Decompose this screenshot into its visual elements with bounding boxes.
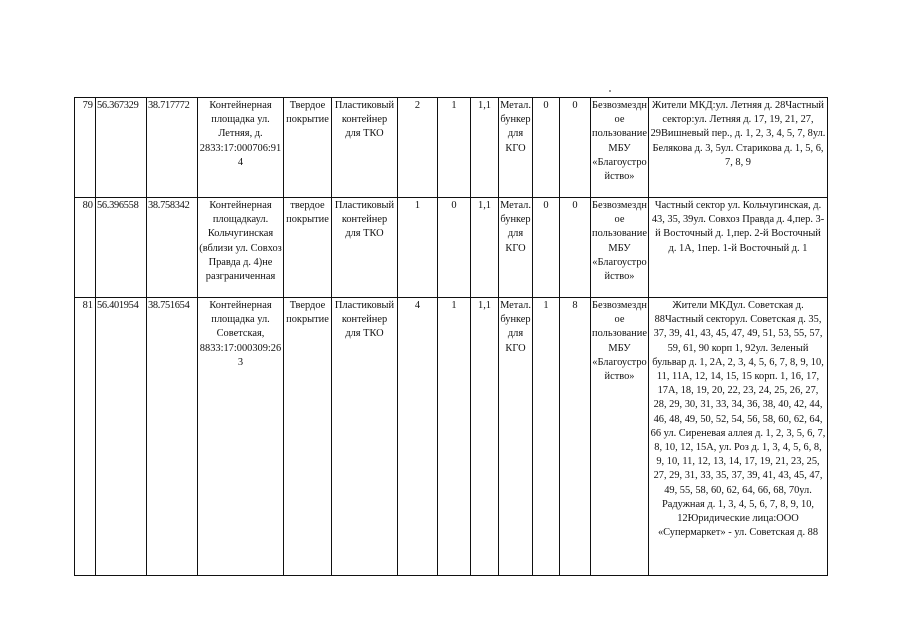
- served-residents-cell: Жители МКДул. Советская д. 88Частный секторул. Советская д. 35, 37, 39, 41, 43, 45, 47, 49, 51, 53, 55, 57, 59, 61, 90 корп 1, 92ул. Зеленый бульвар д. 1, 2А, 2, 3, 4, 5, 6, 7, 8, 9, 10, 11, 11А, 12, 14, 15, 15 корп. 1, 16, 17, 17А, 18, 19, 20, 22, 23, 24, 25, 26, 27, 28, 29, 30, 31, 33, 34, 36, 38, 40, 42, 44, 46, 48, 49, 50, 52, 54, 56, 58, 60, 62, 64, 66 ул. Сиреневая аллея д. 1, 2, 3, 5, 6, 7, 8, 10, 12, 15А, ул. Роз д. 1, 3, 4, 5, 6, 8, 9, 10, 11, 12, 13, 14, 17, 19, 21, 23, 25, 27, 29, 31, 33, 35, 37, 39, 41, 43, 45, 47, 49, 55, 58, 60, 62, 64, 66, 68, 70ул. Радужная д. 1, 3, 4, 5, 6, 7, 8, 9, 10, 12Юридические лица:ООО «Супермаркет» - ул. Советская д. 88: [649, 298, 828, 576]
- bunker-count-cell: 0: [533, 98, 560, 198]
- ownership-basis-cell: Безвозмездное пользование МБУ «Благоустройство»: [591, 198, 649, 298]
- latitude-cell: 56.401954: [96, 298, 147, 576]
- served-residents-cell: Частный сектор ул. Кольчугинская, д. 43, 35, 39ул. Совхоз Правда д. 4,пер. 3-й Восточный д. 1,пер. 2-й Восточный д. 1А, 1пер. 1-й Восточный д. 1: [649, 198, 828, 298]
- volume-cell: 1,1: [471, 198, 499, 298]
- surface-cell: твердое покрытие: [284, 198, 332, 298]
- container-type-cell: Пластиковый контейнер для ТКО: [332, 98, 398, 198]
- volume-cell: 1,1: [471, 98, 499, 198]
- longitude-cell: 38.751654: [147, 298, 198, 576]
- bunker-count-cell: 1: [533, 298, 560, 576]
- volume-cell: 1,1: [471, 298, 499, 576]
- site-description-cell: Контейнерная площадкаул. Кольчугинская (вблизи ул. Совхоз Правда д. 4)не разграниченная: [198, 198, 284, 298]
- longitude-cell: 38.758342: [147, 198, 198, 298]
- bunker-volume-cell: 0: [560, 198, 591, 298]
- table-row: [75, 298, 828, 576]
- planned-count-cell: 1: [438, 298, 471, 576]
- container-count-cell: 4: [398, 298, 438, 576]
- table-row: [75, 198, 828, 298]
- surface-cell: Твердое покрытие: [284, 98, 332, 198]
- container-type-cell: Пластиковый контейнер для ТКО: [332, 198, 398, 298]
- longitude-cell: 38.717772: [147, 98, 198, 198]
- row-number: 80: [75, 198, 96, 298]
- latitude-cell: 56.396558: [96, 198, 147, 298]
- latitude-cell: 56.367329: [96, 98, 147, 198]
- ownership-basis-cell: Безвозмездное пользование МБУ «Благоустройство»: [591, 98, 649, 198]
- site-description-cell: Контейнерная площадка ул. Советская, 8833:17:000309:263: [198, 298, 284, 576]
- container-count-cell: 2: [398, 98, 438, 198]
- bunker-cell: Метал. бункер для КГО: [499, 298, 533, 576]
- bunker-cell: Метал. бункер для КГО: [499, 98, 533, 198]
- served-residents-cell: Жители МКД:ул. Летняя д. 28Частный сектор:ул. Летняя д. 17, 19, 21, 27, 29Вишневый пер., д. 1, 2, 3, 4, 5, 7, 8ул. Белякова д. 3, 5ул. Старикова д. 1, 5, 6, 7, 8, 9: [649, 98, 828, 198]
- bunker-cell: Метал. бункер для КГО: [499, 198, 533, 298]
- row-number: 81: [75, 298, 96, 576]
- row-number: 79: [75, 98, 96, 198]
- site-description-cell: Контейнерная площадка ул. Летняя, д. 2833:17:000706:914: [198, 98, 284, 198]
- surface-cell: Твердое покрытие: [284, 298, 332, 576]
- container-sites-table: [74, 97, 828, 576]
- container-count-cell: 1: [398, 198, 438, 298]
- planned-count-cell: 1: [438, 98, 471, 198]
- scan-speck: [609, 90, 611, 92]
- bunker-volume-cell: 8: [560, 298, 591, 576]
- container-type-cell: Пластиковый контейнер для ТКО: [332, 298, 398, 576]
- bunker-volume-cell: 0: [560, 98, 591, 198]
- table-row: [75, 98, 828, 198]
- bunker-count-cell: 0: [533, 198, 560, 298]
- planned-count-cell: 0: [438, 198, 471, 298]
- ownership-basis-cell: Безвозмездное пользование МБУ «Благоустройство»: [591, 298, 649, 576]
